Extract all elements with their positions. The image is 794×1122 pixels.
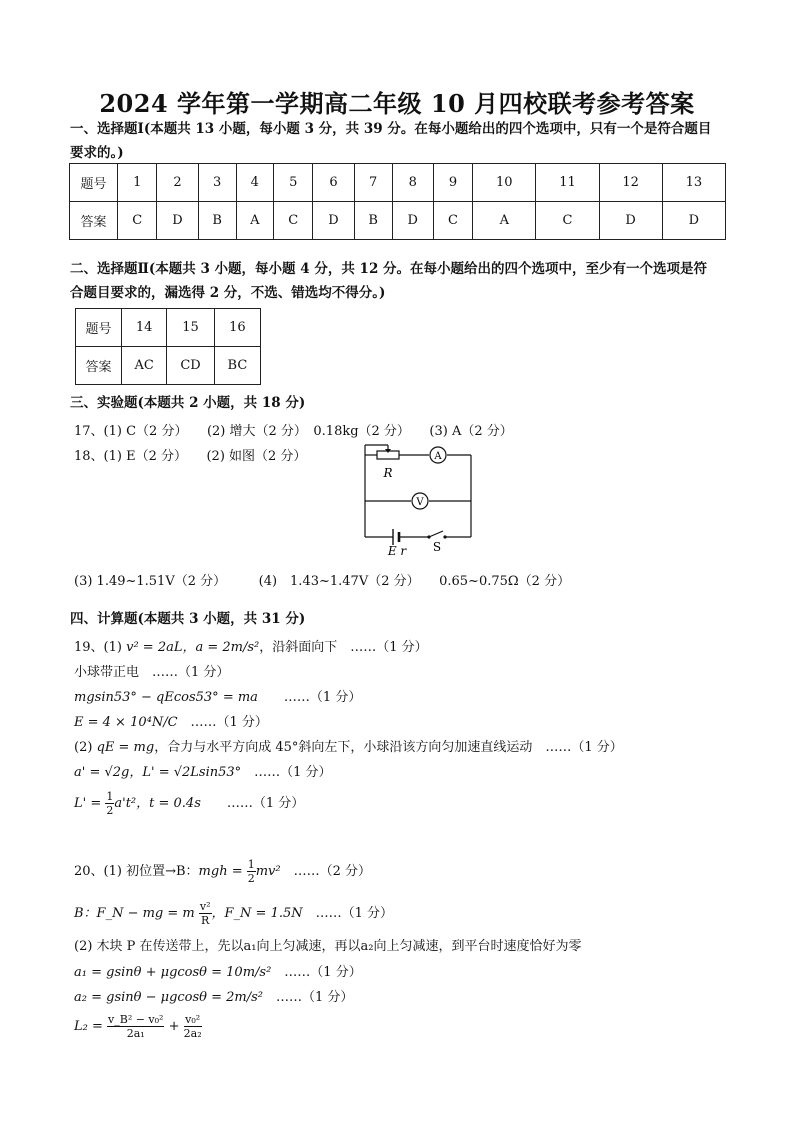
answer-cell: D — [662, 202, 725, 240]
q19-line3: mgsin53° − qEcos53° = ma ……（1 分） — [74, 690, 362, 705]
equation: a₁ = gsinθ + μgcosθ = 10m/s² — [74, 965, 272, 980]
q20-line6: L₂ = $\frac{\text{v\_B² − v₀²}}{\text{2a₁}}$ + $\frac{\text{v₀²}}{\text{2a₂}}$ — [74, 1013, 202, 1040]
q20-line1: 20、(1) 初位置→B：mgh = $\frac{1}{2}$ mv² ……（2 分） — [74, 858, 372, 885]
equation: mgsin53° − qEcos53° = ma — [74, 690, 258, 705]
question-number-cell: 16 — [214, 309, 260, 347]
q19-line2: 小球带正电 ……（1 分） — [74, 665, 230, 680]
question-number-cell: 4 — [236, 164, 273, 202]
row-label-number: 题号 — [70, 164, 118, 202]
section3-heading: 三、实验题(本题共 2 小题，共 18 分) — [70, 395, 306, 411]
ammeter-label: A — [434, 451, 442, 462]
voltmeter-label: V — [416, 497, 424, 508]
answer-cell: C — [433, 202, 472, 240]
answer-cell: A — [236, 202, 273, 240]
q20-line5: a₂ = gsinθ − μgcosθ = 2m/s² ……（1 分） — [74, 990, 354, 1005]
equation: E = 4 × 10⁴N/C — [74, 715, 178, 730]
answer-cell: C — [274, 202, 313, 240]
fraction: $\frac{\text{v₀²}}{\text{2a₂}}$ — [183, 1013, 202, 1040]
question-number-cell: 9 — [433, 164, 472, 202]
section1-heading-line2: 要求的。) — [70, 145, 124, 161]
switch-contact — [443, 535, 446, 538]
q19-line4: E = 4 × 10⁴N/C ……（1 分） — [74, 715, 268, 730]
section1-heading-line1: 一、选择题Ⅰ(本题共 13 小题，每小题 3 分，共 39 分。在每小题给出的四个选项中，只有一个是符合题目 — [70, 121, 712, 137]
answer-cell: D — [599, 202, 662, 240]
q20-line2: B：F_N − mg = m $\frac{\text{v²}}{R}$ ，F_N = 1.5N ……（1 分） — [74, 900, 394, 927]
q18-answer-part1: 18、(1) E（2 分） (2) 如图（2 分） — [74, 449, 307, 464]
question-number-cell: 14 — [122, 309, 167, 347]
section1-heading — [70, 117, 730, 165]
table-row-numbers — [76, 309, 261, 347]
q17-answer: 17、(1) C（2 分） (2) 增大（2 分） 0.18kg（2 分） (3) A（2 分） — [74, 424, 513, 439]
answer-cell: C — [536, 202, 599, 240]
page-title: 2024 学年第一学期高二年级 10 月四校联考参考答案 — [99, 89, 695, 118]
question-number-cell: 1 — [118, 164, 157, 202]
q20-line4: a₁ = gsinθ + μgcosθ = 10m/s² ……（1 分） — [74, 965, 362, 980]
question-number-cell: 12 — [599, 164, 662, 202]
answer-cell: C — [118, 202, 157, 240]
table-row-answers — [70, 202, 726, 240]
table-row-numbers — [70, 164, 726, 202]
table-row-answers — [76, 347, 261, 385]
question-number-cell: 2 — [157, 164, 198, 202]
section1-answer-table — [69, 163, 726, 240]
battery-label: E r — [387, 544, 407, 558]
section4-heading: 四、计算题(本题共 3 小题，共 31 分) — [70, 611, 306, 627]
row-label-answer: 答案 — [76, 347, 122, 385]
row-label-number: 题号 — [76, 309, 122, 347]
q20-line3: (2) 木块 P 在传送带上，先以a₁向上匀减速，再以a₂向上匀减速，到平台时速度恰好为零 — [74, 939, 582, 954]
answer-cell: AC — [122, 347, 167, 385]
question-number-cell: 15 — [167, 309, 215, 347]
question-number-cell: 6 — [313, 164, 354, 202]
circuit-diagram — [355, 443, 485, 558]
switch-label: S — [432, 540, 442, 554]
equation: a' = √2g，L' = √2Lsin53° — [74, 765, 242, 780]
question-number-cell: 13 — [662, 164, 725, 202]
equation: a₂ = gsinθ − μgcosθ = 2m/s² — [74, 990, 264, 1005]
equation: qE = mg — [96, 740, 155, 755]
question-number-cell: 3 — [198, 164, 236, 202]
section2-answer-table — [75, 308, 261, 385]
answer-cell: D — [157, 202, 198, 240]
answer-cell: B — [198, 202, 236, 240]
answer-cell: D — [392, 202, 433, 240]
answer-cell: BC — [214, 347, 260, 385]
question-number-cell: 5 — [274, 164, 313, 202]
answer-cell: CD — [167, 347, 215, 385]
section2-heading — [70, 257, 730, 305]
q19-line6: a' = √2g，L' = √2Lsin53° ……（1 分） — [74, 765, 332, 780]
fraction: $\frac{1}{2}$ — [106, 790, 114, 817]
q19-line7: L' = $\frac{1}{2}$ a't²，t = 0.4s ……（1 分） — [74, 790, 305, 817]
fraction: $\frac{\text{v²}}{R}$ — [199, 900, 211, 927]
question-number-cell: 10 — [473, 164, 536, 202]
rheostat-label: R — [383, 466, 393, 480]
section2-heading-line1: 二、选择题Ⅱ(本题共 3 小题，每小题 4 分，共 12 分。在每小题给出的四个选项中，至少有一个选项是符 — [70, 261, 708, 277]
question-number-cell: 7 — [354, 164, 392, 202]
section2-heading-line2: 合题目要求的，漏选得 2 分，不选、错选均不得分。) — [70, 285, 386, 301]
fraction: $\frac{1}{2}$ — [247, 858, 255, 885]
answer-cell: A — [473, 202, 536, 240]
q19-line5: (2) qE = mg，合力与水平方向成 45°斜向左下，小球沿该方向匀加速直线运动 ……（1 分） — [74, 740, 623, 755]
q18-answer-part2: (3) 1.49~1.51V（2 分） (4) 1.43~1.47V（2 分） 0.65~0.75Ω（2 分） — [74, 574, 571, 589]
answer-cell: D — [313, 202, 354, 240]
equation: v² = 2aL，a = 2m/s² — [126, 640, 260, 655]
question-number-cell: 11 — [536, 164, 599, 202]
q19-line1: 19、(1) v² = 2aL，a = 2m/s²，沿斜面向下 ……（1 分） — [74, 640, 428, 655]
switch-contact — [427, 535, 430, 538]
answer-cell: B — [354, 202, 392, 240]
fraction: $\frac{\text{v\_B² − v₀²}}{\text{2a₁}}$ — [108, 1013, 164, 1040]
row-label-answer: 答案 — [70, 202, 118, 240]
question-number-cell: 8 — [392, 164, 433, 202]
